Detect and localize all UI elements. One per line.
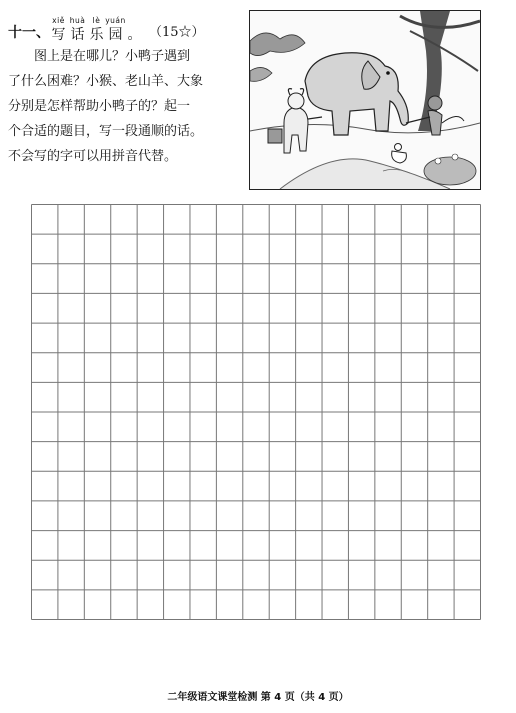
title-char: huà 话 xyxy=(69,16,86,43)
instruction-line: 图上是在哪儿？小鸭子遇到 xyxy=(34,49,191,64)
title-period: 。 xyxy=(127,27,142,43)
title-char: yuán 园 xyxy=(105,16,126,43)
title-char: xiě 写 xyxy=(51,16,66,43)
instruction-line: 不会写的字可以用拼音代替。 xyxy=(8,149,178,164)
illustration-frame xyxy=(249,10,481,190)
page-footer: 二年级语文课堂检测 第 4 页（共 4 页） xyxy=(167,692,349,703)
title-char: lè 乐 xyxy=(89,16,104,43)
writing-grid[interactable] xyxy=(31,204,481,620)
section-number: 十一、 xyxy=(8,25,50,41)
section-heading xyxy=(8,4,205,44)
instruction-line: 分别是怎样帮助小鸭子的？起一 xyxy=(8,99,191,114)
title-pinyin: lè xyxy=(92,16,101,25)
section-title xyxy=(50,16,143,44)
title-pinyin: huà xyxy=(69,16,86,25)
instruction-line: 个合适的题目，写一段通顺的话。 xyxy=(8,124,204,139)
title-pinyin: xiě xyxy=(52,16,65,25)
elephant-goat-monkey-duck-scene-icon xyxy=(250,11,480,189)
instructions-paragraph xyxy=(8,44,246,169)
instruction-line: 了什么困难？小猴、老山羊、大象 xyxy=(8,74,204,89)
title-pinyin: yuán xyxy=(105,16,126,25)
score-label: （15☆） xyxy=(149,25,205,40)
